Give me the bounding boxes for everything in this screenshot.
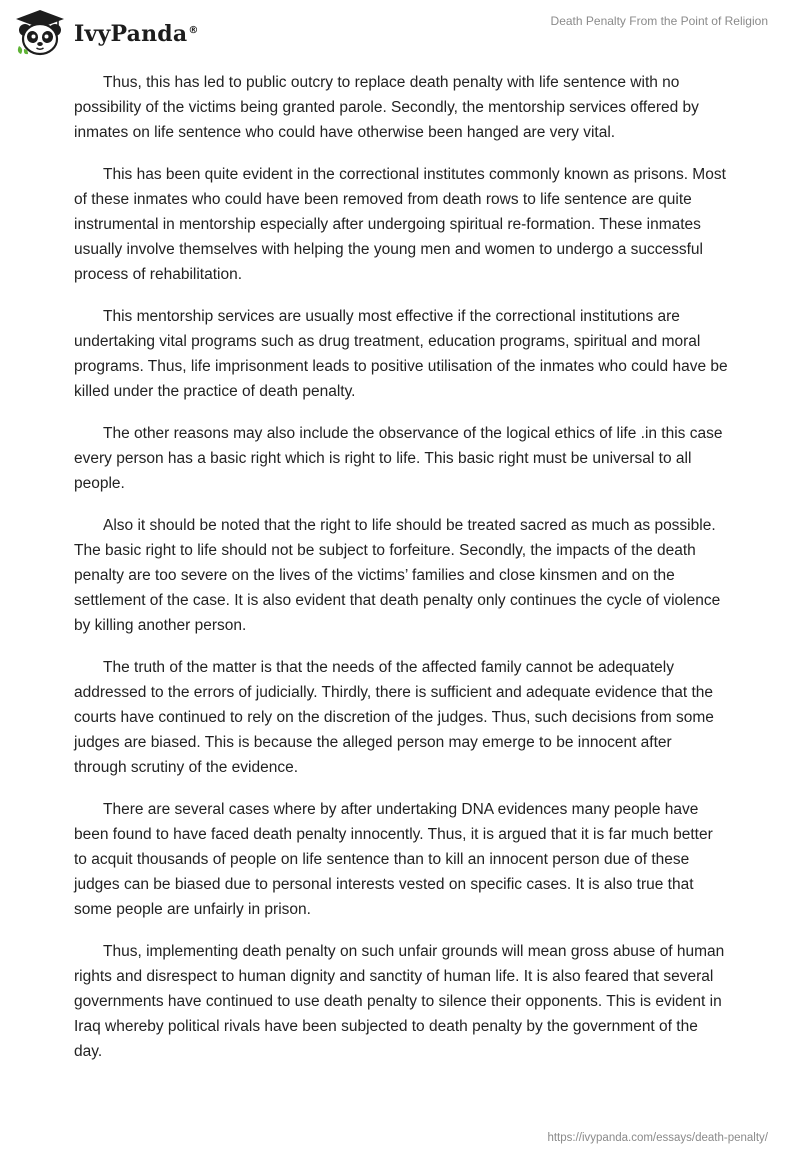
essay-body [74, 70, 728, 1081]
essay-paragraph: There are several cases where by after undertaking DNA evidences many people have been found to have faced death penalty innocently. Thus, it is argued that it is far much better to acquit thousands of people on life sentence than to kill an innocent person due of these judges can be biased due to personal interests vested on specific cases. It is also true that some people are unfairly in prison. [74, 801, 713, 918]
essay-paragraph: Thus, this has led to public outcry to replace death penalty with life sentence with no possibility of the victims being granted parole. Secondly, the mentorship services offered by inmates on life sentence who could have otherwise been hanged are very vital. [74, 74, 699, 141]
essay-paragraph: Thus, implementing death penalty on such unfair grounds will mean gross abuse of human rights and disrespect to human dignity and sanctity of human life. It is also feared that several governments have continued to use death penalty to silence their opponents. This is evident in Iraq whereby political rivals have been subjected to death penalty by the government of the day. [74, 943, 725, 1060]
page-header [0, 0, 800, 60]
registered-mark: ® [188, 24, 199, 36]
essay-paragraph: This mentorship services are usually most effective if the correctional institutions are undertaking vital programs such as drug treatment, education programs, spiritual and moral programs. Thus, life imprisonment leads to positive utilisation of the inmates who could have be killed under the practice of death penalty. [74, 308, 728, 400]
essay-paragraph: The truth of the matter is that the needs of the affected family cannot be adequately addressed to the errors of judicially. Thirdly, there is sufficient and adequate evidence that the courts have continued to rely on the discretion of the judges. Thus, such decisions from some judges are biased. This is because the alleged person may emerge to be innocent after through scrutiny of the evidence. [74, 659, 714, 776]
source-url[interactable]: https://ivypanda.com/essays/death-penalty/ [547, 1132, 768, 1144]
document-title: Death Penalty From the Point of Religion [550, 14, 768, 28]
essay-paragraph: This has been quite evident in the correctional institutes commonly known as prisons. Most of these inmates who could have been removed from death rows to life sentence are quite instrumental in mentorship especially after undergoing spiritual re-formation. These inmates usually involve themselves with helping the young men and women to undergo a successful process of rehabilitation. [74, 166, 726, 283]
brand-name: IvyPanda® [74, 21, 199, 47]
panda-graduation-cap-icon [14, 8, 66, 56]
brand-logo[interactable] [14, 8, 199, 56]
essay-paragraph: The other reasons may also include the observance of the logical ethics of life .in this case every person has a basic right which is right to life. This basic right must be universal to all people. [74, 425, 723, 492]
essay-paragraph: Also it should be noted that the right to life should be treated sacred as much as possible. The basic right to life should not be subject to forfeiture. Secondly, the impacts of the death penalty are too severe on the lives of the victims’ families and close kinsmen and on the settlement of the case. It is also evident that death penalty only continues the cycle of violence by killing another person. [74, 517, 721, 634]
